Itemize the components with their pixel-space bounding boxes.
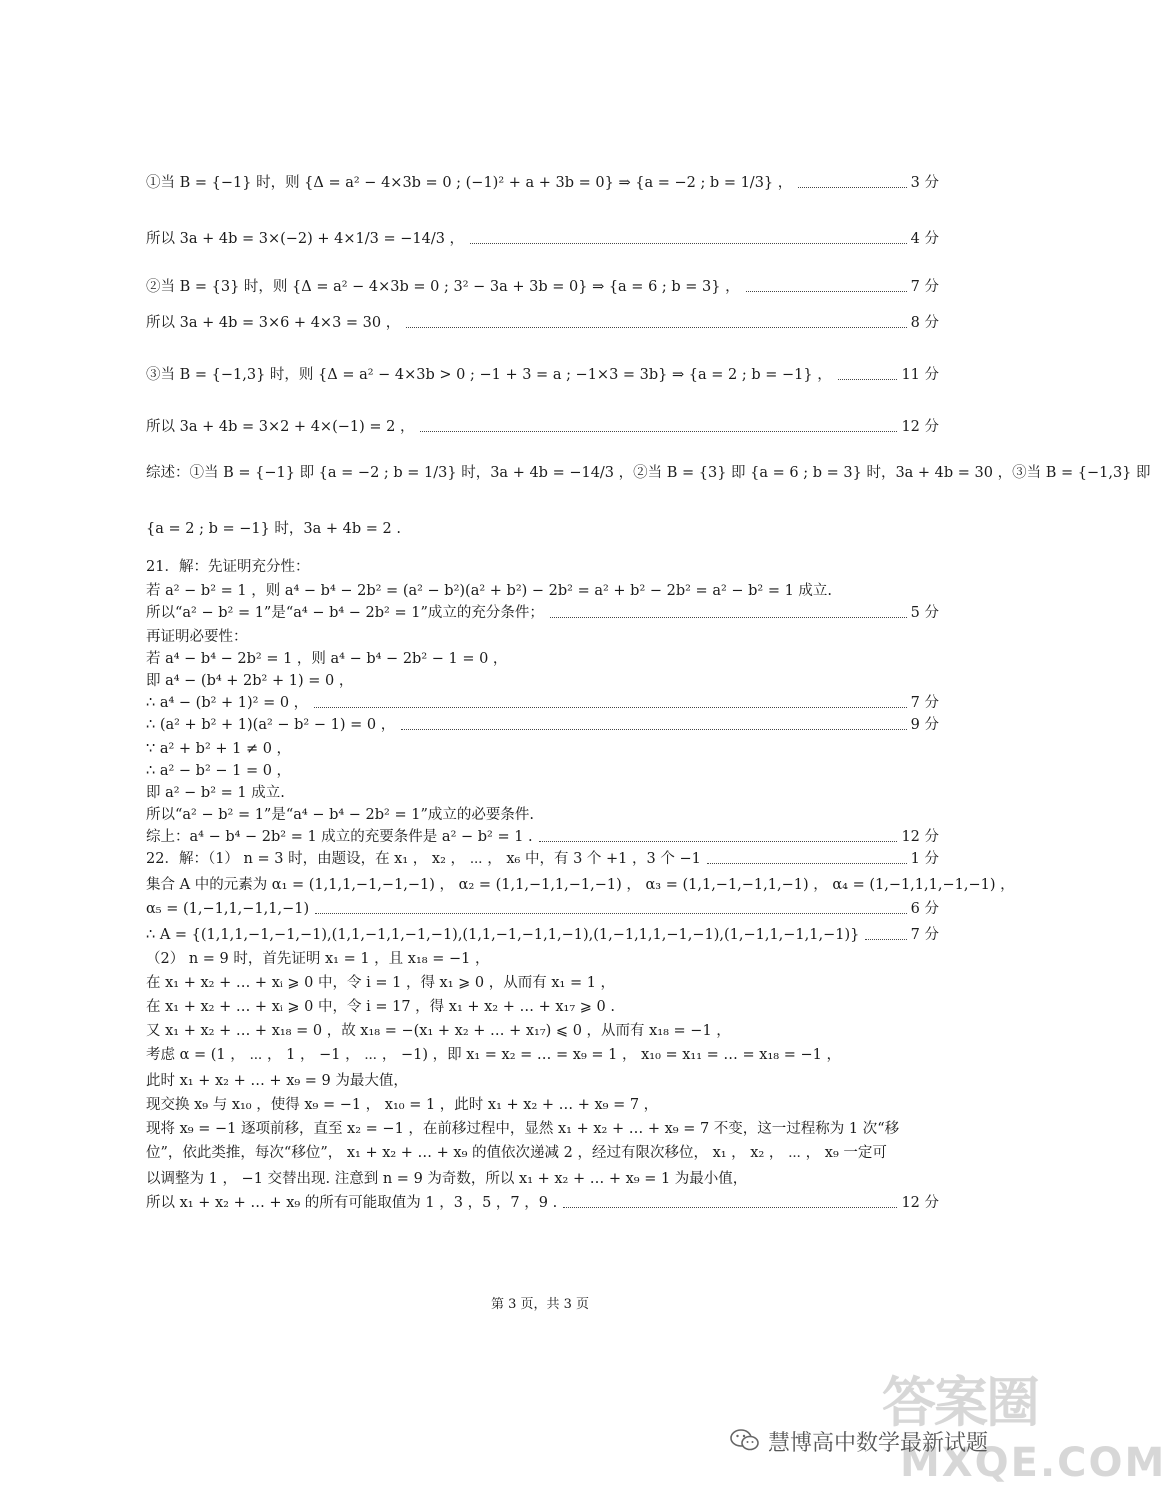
solution-line: 22．解：（1） n = 3 时，由题设，在 x₁ ， x₂ ， ⋯ ， x₆ 中，有 3 个 +1 ，3 个 −1: [146, 851, 701, 867]
score-label: 1 分: [910, 851, 939, 867]
dotted-leader: [420, 431, 897, 432]
solution-line: ②当 B = {3} 时，则 {Δ = a² − 4×3b = 0 ; 3² − 3a + 3b = 0} ⇒ {a = 6 ; b = 3} ，: [146, 279, 740, 295]
wechat-icon: [730, 1428, 760, 1452]
solution-line: ∵ a² + b² + 1 ≠ 0 ，: [146, 741, 292, 757]
page-footer: 第 3 页，共 3 页: [490, 1297, 590, 1312]
solution-line: ③当 B = {−1,3} 时，则 {Δ = a² − 4×3b > 0 ; −1 + 3 = a ; −1×3 = 3b} ⇒ {a = 2 ; b = −1} ，: [146, 367, 832, 383]
solution-line: 考虑 α = (1 ， ⋯ ， 1 ， −1 ， ⋯ ， −1) ，即 x₁ = x₂ = … = x₉ = 1 ， x₁₀ = x₁₁ = … = x₁₈ = −1 ，: [146, 1047, 841, 1063]
solution-line: 若 a⁴ − b⁴ − 2b² = 1 ，则 a⁴ − b⁴ − 2b² − 1 = 0 ，: [146, 651, 508, 667]
score-label: 9 分: [910, 717, 939, 733]
score-label: 7 分: [910, 279, 939, 295]
solution-line: 位”，依此类推，每次“移位”， x₁ + x₂ + … + x₉ 的值依次递减 2 ，经过有限次移位， x₁ ， x₂ ， ⋯ ， x₉ 一定可: [146, 1145, 887, 1161]
dotted-leader: [314, 707, 906, 708]
score-label: 12 分: [901, 1195, 939, 1211]
watermark-logo-url: MXQE.COM: [900, 1440, 1166, 1486]
solution-line: ∴ a² − b² − 1 = 0 ，: [146, 763, 292, 779]
dotted-leader: [539, 841, 898, 842]
solution-line: α₅ = (1,−1,1,−1,1,−1): [146, 901, 310, 917]
watermark-account-name: 慧博高中数学最新试题: [768, 1431, 989, 1456]
solution-line: 即 a⁴ − (b⁴ + 2b² + 1) = 0 ，: [146, 673, 354, 689]
solution-line: 若 a² − b² = 1 ，则 a⁴ − b⁴ − 2b² = (a² − b²)(a² + b²) − 2b² = a² + b² − 2b² = a² − b² = 1 成立.: [146, 583, 833, 599]
dotted-leader: [746, 291, 907, 292]
solution-line: 21．解：先证明充分性：: [146, 559, 310, 575]
dotted-leader: [563, 1207, 897, 1208]
solution-line: 所以“a² − b² = 1”是“a⁴ − b⁴ − 2b² = 1”成立的充分条件；: [146, 605, 544, 621]
solution-line: 即 a² − b² = 1 成立.: [146, 785, 285, 801]
score-label: 7 分: [910, 695, 939, 711]
score-label: 5 分: [910, 605, 939, 621]
dotted-leader: [838, 379, 898, 380]
solution-line: ∴ a⁴ − (b² + 1)² = 0 ，: [146, 695, 309, 711]
dotted-leader: [865, 939, 906, 940]
solution-line: 所以 x₁ + x₂ + … + x₉ 的所有可能取值为 1 ，3 ，5 ，7 ，9 .: [146, 1195, 558, 1211]
solution-line: 所以 3a + 4b = 3×2 + 4×(−1) = 2 ，: [146, 419, 415, 435]
solution-line: 现交换 x₉ 与 x₁₀ ，使得 x₉ = −1 ， x₁₀ = 1 ，此时 x₁ + x₂ + … + x₉ = 7 ，: [146, 1097, 659, 1113]
solution-line: 所以“a² − b² = 1”是“a⁴ − b⁴ − 2b² = 1”成立的必要条件.: [146, 807, 534, 823]
solution-line: 在 x₁ + x₂ + … + xᵢ ⩾ 0 中，令 i = 17 ，得 x₁ + x₂ + … + x₁₇ ⩾ 0 .: [146, 999, 615, 1015]
score-label: 6 分: [910, 901, 939, 917]
dotted-leader: [401, 729, 906, 730]
solution-line: ∴ (a² + b² + 1)(a² − b² − 1) = 0 ，: [146, 717, 396, 733]
score-label: 3 分: [910, 175, 939, 191]
solution-line: 所以 3a + 4b = 3×(−2) + 4×1/3 = −14/3 ，: [146, 231, 465, 247]
score-label: 7 分: [910, 927, 939, 943]
solution-line: 再证明必要性：: [146, 629, 248, 645]
solution-line: 现将 x₉ = −1 逐项前移，直至 x₂ = −1 ，在前移过程中，显然 x₁ + x₂ + … + x₉ = 7 不变，这一过程称为 1 次“移: [146, 1121, 900, 1137]
solution-line: ∴ A = {(1,1,1,−1,−1,−1),(1,1,−1,1,−1,−1),(1,1,−1,−1,1,−1),(1,−1,1,1,−1,−1),(1,−1,1,−1,1,−1)}: [146, 927, 860, 943]
dotted-leader: [315, 913, 907, 914]
watermark-logo: 答案圈: [882, 1371, 1038, 1434]
dotted-leader: [470, 243, 907, 244]
solution-line: 又 x₁ + x₂ + … + x₁₈ = 0 ，故 x₁₈ = −(x₁ + x₂ + … + x₁₇) ⩽ 0 ，从而有 x₁₈ = −1 ，: [146, 1023, 731, 1039]
score-label: 4 分: [910, 231, 939, 247]
dotted-leader: [406, 327, 906, 328]
solution-line: 综上：a⁴ − b⁴ − 2b² = 1 成立的充要条件是 a² − b² = 1 .: [146, 829, 533, 845]
dotted-leader: [707, 863, 907, 864]
solution-line: 综述：①当 B = {−1} 即 {a = −2 ; b = 1/3} 时，3a + 4b = −14/3 ，②当 B = {3} 即 {a = 6 ; b = 3} 时，3a + 4b = 30 ，③当 B = {−1,3} 即: [146, 465, 1151, 481]
solution-line: {a = 2 ; b = −1} 时，3a + 4b = 2 .: [146, 521, 401, 537]
dotted-leader: [550, 617, 907, 618]
score-label: 8 分: [910, 315, 939, 331]
solution-line: 在 x₁ + x₂ + … + xᵢ ⩾ 0 中，令 i = 1 ，得 x₁ ⩾ 0 ，从而有 x₁ = 1 ，: [146, 975, 616, 991]
solution-line: 以调整为 1 ， −1 交替出现. 注意到 n = 9 为奇数，所以 x₁ + x₂ + … + x₉ = 1 为最小值，: [146, 1171, 748, 1187]
dotted-leader: [798, 187, 906, 188]
solution-line: ①当 B = {−1} 时，则 {Δ = a² − 4×3b = 0 ; (−1)² + a + 3b = 0} ⇒ {a = −2 ; b = 1/3} ，: [146, 175, 793, 191]
solution-line: 集合 A 中的元素为 α₁ = (1,1,1,−1,−1,−1) ， α₂ = (1,1,−1,1,−1,−1) ， α₃ = (1,1,−1,−1,1,−1) ， α₄ = (1,−1,1,1,−1,−1) ，: [146, 877, 1015, 893]
solution-line: （2） n = 9 时，首先证明 x₁ = 1 ，且 x₁₈ = −1 ，: [146, 951, 490, 967]
score-label: 12 分: [901, 419, 939, 435]
score-label: 11 分: [901, 367, 939, 383]
solution-line: 所以 3a + 4b = 3×6 + 4×3 = 30 ，: [146, 315, 401, 331]
score-label: 12 分: [901, 829, 939, 845]
solution-line: 此时 x₁ + x₂ + … + x₉ = 9 为最大值，: [146, 1073, 408, 1089]
